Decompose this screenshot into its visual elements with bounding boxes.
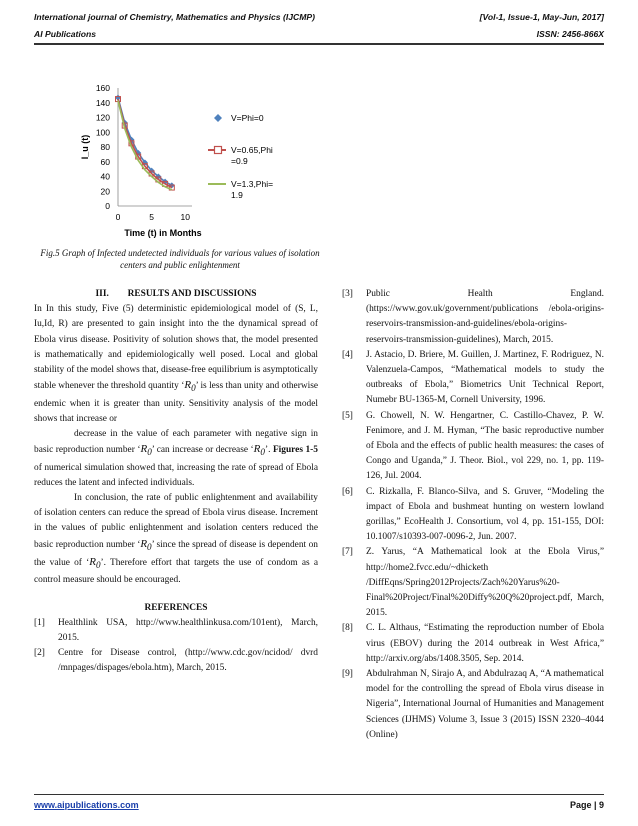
r0-symbol: $R_0$ (253, 443, 265, 458)
r0-symbol: $R_0$ (89, 556, 101, 571)
issue-info: [Vol-1, Issue-1, May-Jun, 2017] (479, 12, 604, 22)
y-tick-label: 40 (100, 171, 110, 182)
reference-item: [8] C. L. Althaus, “Estimating the reproduction number of Ebola virus (EBOV) during the 2014 outbreak in West Africa,” http://arxiv.org/abs/1408.3505, Sep. 2014. (342, 623, 604, 664)
running-header-line1 (34, 12, 604, 22)
references-heading: REFERENCES (144, 602, 208, 613)
r0-symbol: $R_0$ (140, 537, 152, 552)
header-rule (34, 43, 604, 45)
figure-5-chart (60, 72, 320, 242)
legend-label: V=0.65,Phi =0.9 (231, 145, 273, 166)
legend-label: V=1.3,Phi= 1.9 (231, 179, 274, 200)
page-number: Page | 9 (569, 800, 604, 810)
x-tick-label: 0 (115, 212, 121, 222)
issn: ISSN: 2456-866X (536, 29, 604, 39)
reference-item: [3] Public Health England. (https://www.gov.uk/government/publications /ebola-origins-reservoirs-transmission-and-guidelines/ebola-origins-reservoirs-transmission-guidelines), March, 2015. (342, 289, 604, 345)
r0-symbol: $R_0$ (140, 443, 152, 458)
y-tick-label: 0 (105, 201, 110, 211)
section-heading (34, 287, 318, 302)
paragraph-1: In In this study, Five (5) deterministic epidemiological model of (S, L, Iu,Id, R) are presented to gain insight into the the dynamical spread of Ebola virus disease. Positivity of solution shows that, the model presented is mathematically and epidemiologically well posed. Local and global stability of the model shows that, disease-free equilibrium is asymptotically stable whenever the threshold quantity ‘$R_0$’ is less than unity and otherwise endemic when it is greater than unity. Sensitivity analysis of the model shows that increase or (34, 304, 319, 424)
x-tick-label: 10 (180, 212, 191, 222)
reference-item: [1] Healthlink USA, http://www.healthlinkusa.com/101ent), March, 2015. (34, 617, 318, 644)
y-tick-label: 100 (95, 127, 110, 138)
section-number: III. (95, 289, 109, 299)
y-tick-label: 140 (95, 97, 110, 108)
reference-item: [4] J. Astacio, D. Briere, M. Guillen, J. Martinez, F. Rodriguez, N. Valenzuela-Campos, “Mathematical models to study the outbreaks of Ebola,” Biometrics Unit Technical Report, Numebr BU-1365-M, Cornell University, 1996. (342, 349, 604, 406)
y-tick-label: 120 (95, 112, 110, 123)
reference-item: [6] C. Rizkalla, F. Blanco-Silva, and S. Gruver, “Modeling the impact of Ebola and bushmeat hunting on western lowland gorillas,” EcoHealth J. Consortium, vol 4, pp. 151-155, DOI: 10.1007/s10393-007-0096-2, Jun. 2007. (342, 486, 604, 543)
y-axis-label: I_u (t) (80, 134, 90, 160)
paragraph-3: In conclusion, the rate of public enlightenment and availability of isolation centers can reduce the spread of Ebola virus disease. Increment in the values of public enlightenment and isolation centers reduced the basic reproduction number ‘$R_0$’ since the spread of disease is dependent on the value of ‘$R_0$’. Therefore effort that targets the use of condom as a control measure should be encouraged. (34, 493, 318, 586)
section-title: RESULTS AND DISCUSSIONS (127, 289, 257, 299)
publisher: AI Publications (34, 29, 97, 39)
paragraph-2: decrease in the value of each parameter with negative sign in basic reproduction number ‘$R_0$’ can increase or decrease ‘$R_0$’. Figures 1-5 of numerical simulation showed that, increasing the rate of spread of Ebola reduces the latent and infected individuals. (34, 429, 318, 488)
references-right (342, 287, 604, 743)
journal-name: International journal of Chemistry, Mathematics and Physics (IJCMP) (34, 12, 315, 22)
x-tick-label: 5 (149, 212, 155, 222)
reference-item[interactable]: [7] Z. Yarus, “A Mathematical look at the Ebola Virus,” http://home2.fvcc.edu/~dhicketh /DiffEqns/Spring2012Projects/Zach%20Yarus%20-Final%20Project/Final%20Diffy%20Q%20project.pdf, March, 2015. (342, 547, 604, 619)
y-tick-label: 20 (100, 186, 110, 197)
references-left (34, 616, 318, 677)
footer (34, 800, 604, 810)
figure-caption: Fig.5 Graph of Infected undetected individuals for various values of isolation centers and public enlightenment (40, 248, 320, 270)
running-header-line2 (34, 29, 604, 39)
reference-item: [2] Centre for Disease control, (http://www.cdc.gov/ncidod/ dvrd /mnpages/dispages/ebola.htm), March, 2015. (34, 648, 318, 674)
reference-item: [9] Abdulrahman N, Sirajo A, and Abdulrazaq A, “A mathematical model for the controlling the spread of Ebola virus disease in Nigeria”, International Journal of Humanities and Management Sciences (IJHMS) Volume 3, Issue 3 (2015) ISSN 2320–4044 (Online) (342, 669, 604, 740)
footer-rule (34, 794, 604, 795)
reference-item: [5] G. Chowell, N. W. Hengartner, C. Castillo-Chavez, P. W. Fenimore, and J. M. Hyman, “The basic reproductive number of Ebola and the effects of public health measures: the cases of Congo and Uganda,” J. Theor. Biol., vol 229, no. 1, pp. 119-126, Jul. 2004. (342, 410, 604, 482)
series-line (118, 99, 172, 188)
y-tick-label: 80 (100, 142, 110, 152)
r0-symbol: $R_0$ (184, 379, 196, 394)
series-line (118, 98, 172, 186)
left-column (34, 287, 318, 677)
y-tick-label: 160 (95, 83, 110, 93)
legend-marker (214, 114, 222, 122)
legend-label: V=Phi=0 (231, 113, 264, 123)
series-line (118, 101, 172, 190)
legend-marker (215, 147, 222, 154)
x-axis-label: Time (t) in Months (124, 228, 202, 238)
y-tick-label: 60 (100, 156, 110, 167)
website-link[interactable]: www.aipublications.com (34, 800, 139, 810)
